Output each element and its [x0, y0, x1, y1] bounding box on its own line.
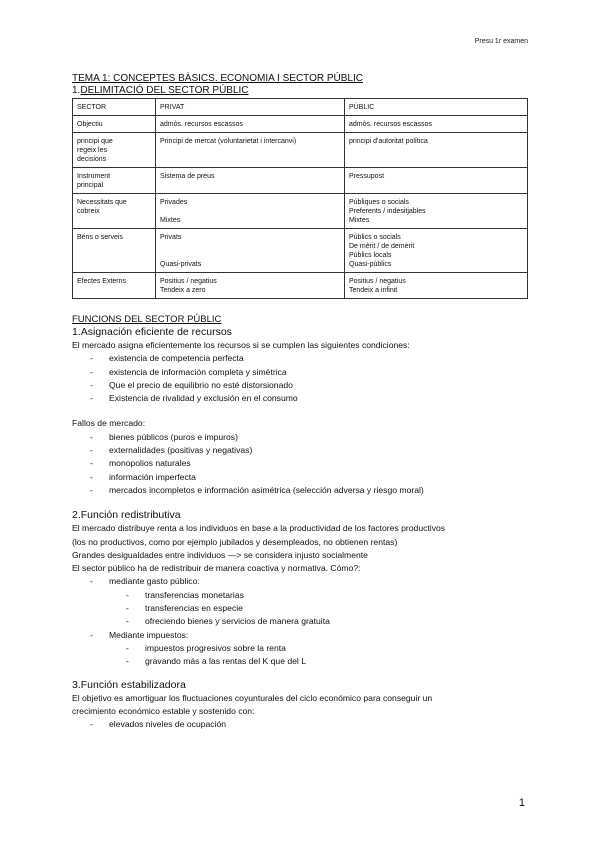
cell-text: Necessitats que [77, 199, 127, 206]
table-row [73, 116, 528, 133]
table-row [73, 273, 528, 299]
table-row [73, 133, 528, 168]
table-cell [156, 168, 345, 194]
list-item: - mercados incompletos e información asimétrica (selección adversa y riesgo moral) [72, 484, 528, 497]
section-title: DELIMITACIÓ DEL SECTOR PÚBLIC [80, 85, 249, 96]
cell-text: Positius / negatius [160, 278, 217, 285]
funcions-heading: FUNCIONS DEL SECTOR PÚBLIC [72, 314, 222, 325]
table-cell [345, 194, 528, 229]
section-heading [72, 85, 528, 97]
fallos-list [72, 431, 528, 497]
table-cell [73, 194, 156, 229]
table-cell [73, 168, 156, 194]
cell-text: Preferents / indesitjables [349, 208, 426, 215]
table-header-cell: PÚBLIC [345, 99, 528, 116]
cell-text: Privades [160, 199, 188, 206]
redistribucion-list-2 [72, 629, 528, 642]
list-item: - mediante gasto público: [72, 575, 528, 588]
table-cell [345, 116, 528, 133]
table-row [73, 168, 528, 194]
cell-text: Tendeix a zero [160, 287, 206, 294]
cell-text: Efectes Externs [77, 278, 127, 285]
redistribucion-list [72, 575, 528, 588]
estabilizadora-list [72, 718, 528, 731]
sector-comparison-table [72, 98, 528, 299]
table-cell [156, 133, 345, 168]
table-header-row [73, 99, 528, 116]
list-item: - gravando más a las rentas del K que del L [72, 655, 528, 668]
cell-text: Públics locals [349, 252, 392, 259]
list-item: - elevados niveles de ocupación [72, 718, 528, 731]
table-cell [345, 229, 528, 273]
table-cell [156, 229, 345, 273]
page-number: 1 [518, 797, 525, 809]
table-cell [156, 273, 345, 299]
table-body [73, 116, 528, 299]
paragraph-line: El mercado distribuye renta a los individuos en base a la productividad de los factores productivos [72, 523, 446, 534]
paragraph-line: El sector público ha de redistribuir de manera coactiva y normativa. Cómo?: [72, 563, 361, 574]
cell-text: Mixtes [349, 217, 370, 224]
list-item: - bienes públicos (puros e impuros) [72, 431, 528, 444]
cell-text: Pressupost [349, 173, 385, 180]
gasto-sublist [72, 589, 528, 629]
cell-text: Quasi-privats [160, 261, 202, 268]
cell-text: Públics o socials [349, 234, 401, 241]
paragraph-line: El objetivo es amortiguar los fluctuaciones coyunturales del ciclo económico para conseguir un [72, 692, 433, 703]
cell-text [160, 251, 340, 260]
list-item: - Mediante impuestos: [72, 629, 528, 642]
condiciones-list [72, 352, 528, 405]
funcion-2-title: 2.Función redistributiva [72, 509, 181, 522]
paragraph-line: (los no productivos, como por ejemplo jubilados y desempleados, no obtienen rentas) [72, 536, 398, 547]
funcion-1-intro: El mercado asigna eficientemente los recursos si se cumplen las siguientes condiciones: [72, 340, 410, 350]
paragraph-line: crecimiento económico estable y sostenido con: [72, 705, 255, 716]
document-body [72, 72, 528, 731]
paragraph-line: Grandes desigualdades entre individuos —> se considera injusto socialmente [72, 549, 368, 560]
cell-text: Objectiu [77, 121, 103, 128]
funcion-3-title: 3.Función estabilizadora [72, 678, 186, 691]
table-row [73, 194, 528, 229]
cell-text: Béns o serveis [77, 234, 123, 241]
table-row [73, 229, 528, 273]
table-header-cell: SECTOR [73, 99, 156, 116]
list-item: - externalidades (positivas y negativas) [72, 444, 528, 457]
table-header-cell: PRIVAT [156, 99, 345, 116]
cell-text: admòs. recursos escassos [160, 121, 243, 128]
table-cell [73, 229, 156, 273]
cell-text: Sistema de preus [160, 173, 215, 180]
cell-text: Mixtes [160, 217, 181, 224]
cell-text: principal [77, 182, 104, 189]
cell-text [160, 242, 340, 251]
list-item: - impuestos progresivos sobre la renta [72, 642, 528, 655]
table-cell [73, 116, 156, 133]
list-item: - ofreciendo bienes y servicios de manera gratuita [72, 615, 528, 628]
cell-text: Principi de mercat (voluntarietat i intercanvi) [160, 138, 297, 145]
fallos-title: Fallos de mercado: [72, 418, 146, 429]
document-title: TEMA 1: CONCEPTES BÀSICS. ECONOMIA I SECTOR PÚBLIC [72, 73, 363, 84]
list-item: - existencia de competencia perfecta [72, 352, 528, 365]
cell-text: Instrument [77, 173, 111, 180]
list-item: - transferencias monetarias [72, 589, 528, 602]
cell-text: principi que [77, 138, 113, 145]
funcion-1-title: 1.Asignación eficiente de recursos [72, 326, 232, 338]
cell-text: principi d'autoritat política [349, 138, 428, 145]
list-item: - transferencias en especie [72, 602, 528, 615]
list-item: - información imperfecta [72, 471, 528, 484]
impuestos-sublist [72, 642, 528, 669]
list-item: - existencia de información completa y simétrica [72, 366, 528, 379]
cell-text: De mèrit / de demèrit [349, 243, 415, 250]
cell-text [160, 207, 340, 216]
cell-text: Quasi-públics [349, 261, 392, 268]
list-item: - monopolios naturales [72, 457, 528, 470]
table-cell [73, 273, 156, 299]
table-cell [73, 133, 156, 168]
section-number: 1. [72, 85, 81, 96]
cell-text: Públiques o socials [349, 199, 409, 206]
table-cell [345, 273, 528, 299]
cell-text: regeix les [77, 147, 107, 154]
table-cell [345, 133, 528, 168]
cell-text: Privats [160, 234, 182, 241]
cell-text: Positius / negatius [349, 278, 406, 285]
list-item: - Existencia de rivalidad y exclusión en el consumo [72, 392, 528, 405]
list-item: - Que el precio de equilibrio no esté distorsionado [72, 379, 528, 392]
cell-text: decisions [77, 156, 107, 163]
table-cell [345, 168, 528, 194]
table-cell [156, 116, 345, 133]
cell-text: admòs. recursos escassos [349, 121, 432, 128]
table-cell [156, 194, 345, 229]
cell-text: cobreix [77, 208, 100, 215]
page-header: Presu 1r examen [474, 38, 528, 45]
cell-text: Tendeix a infinit [349, 287, 398, 294]
